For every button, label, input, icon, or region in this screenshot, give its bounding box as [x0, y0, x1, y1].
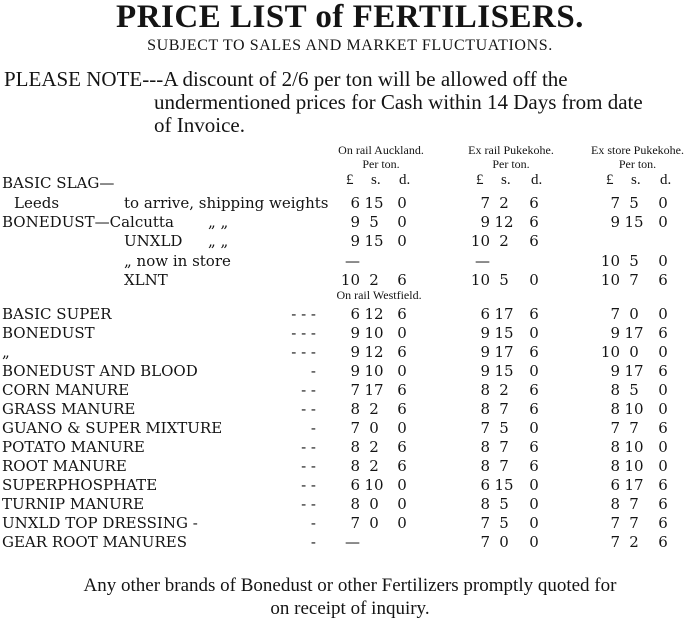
unit-pound-a: £ — [346, 172, 354, 188]
price-cell: 12 — [364, 343, 384, 361]
price-cell: 5 — [499, 495, 509, 513]
price-cell: 5 — [369, 213, 379, 231]
price-cell: 6 — [529, 381, 539, 399]
leader-dashes: - — [310, 533, 316, 551]
price-cell: 0 — [529, 271, 539, 289]
leader-dashes: - - - — [291, 343, 316, 361]
price-cell: 7 — [480, 533, 490, 551]
price-cell: 15 — [624, 213, 644, 231]
product-name: POTATO MANURE — [2, 438, 145, 456]
price-cell: — — [475, 252, 490, 270]
table-row — [0, 213, 700, 232]
price-cell: 9 — [480, 213, 490, 231]
price-cell: 9 — [480, 343, 490, 361]
price-cell: 8 — [610, 438, 620, 456]
price-cell: 0 — [658, 305, 668, 323]
price-cell: 10 — [624, 438, 644, 456]
leader-dashes: - - — [301, 495, 316, 513]
price-cell: 8 — [480, 400, 490, 418]
price-cell: 0 — [397, 324, 407, 342]
leader-dashes: - - - — [291, 324, 316, 342]
price-cell: 9 — [350, 213, 360, 231]
price-cell: 9 — [480, 324, 490, 342]
note-line-1: PLEASE NOTE---A discount of 2/6 per ton will be allowed off the — [4, 67, 568, 91]
note-line-2: undermentioned prices for Cash within 14 Days from date — [154, 90, 643, 114]
leader-dashes: - - — [301, 457, 316, 475]
price-cell: 8 — [610, 400, 620, 418]
price-cell: 0 — [529, 476, 539, 494]
price-cell: 0 — [397, 514, 407, 532]
price-cell: 8 — [350, 495, 360, 513]
header-pukekohe-rail-l2: Per ton. — [492, 157, 530, 171]
product-name: GEAR ROOT MANURES — [2, 533, 187, 551]
unit-shilling-b: s. — [501, 172, 511, 188]
price-cell: 0 — [658, 213, 668, 231]
price-cell: 6 — [480, 476, 490, 494]
unit-pound-b: £ — [476, 172, 484, 188]
price-cell: 0 — [529, 514, 539, 532]
price-cell: 5 — [499, 271, 509, 289]
product-name: BASIC SUPER — [2, 305, 112, 323]
price-cell: 7 — [480, 419, 490, 437]
price-cell: 12 — [494, 213, 514, 231]
price-cell: 10 — [624, 457, 644, 475]
table-row — [0, 252, 700, 271]
price-cell: 0 — [397, 495, 407, 513]
price-cell: 6 — [658, 324, 668, 342]
table-row — [0, 343, 700, 362]
price-cell: 6 — [658, 362, 668, 380]
price-cell: 7 — [610, 533, 620, 551]
header-pukekohe-store — [575, 143, 700, 171]
price-cell: 9 — [350, 343, 360, 361]
price-cell: 0 — [658, 400, 668, 418]
table-row — [0, 419, 700, 438]
product-name: Leeds — [14, 194, 60, 212]
price-cell: 0 — [397, 232, 407, 250]
header-westfield: On rail Westfield. — [336, 288, 422, 302]
price-cell: 7 — [629, 419, 639, 437]
price-cell: 6 — [529, 400, 539, 418]
table-row — [0, 457, 700, 476]
price-cell: 6 — [397, 271, 407, 289]
product-name: BONEDUST — [2, 324, 95, 342]
table-row — [0, 194, 700, 213]
price-cell: 5 — [629, 252, 639, 270]
leader-dashes: - — [310, 362, 316, 380]
table-row — [0, 400, 700, 419]
price-cell: 7 — [499, 457, 509, 475]
price-cell: 6 — [397, 457, 407, 475]
price-cell: 15 — [364, 194, 384, 212]
price-cell: 15 — [364, 232, 384, 250]
price-cell: 6 — [610, 476, 620, 494]
page-title: PRICE LIST of FERTILISERS. — [116, 0, 584, 35]
price-cell: 0 — [369, 514, 379, 532]
footer — [0, 574, 700, 620]
product-name: GUANO & SUPER MIXTURE — [2, 419, 223, 437]
product-name: UNXLD — [124, 232, 183, 250]
price-cell: 6 — [397, 305, 407, 323]
price-cell: 7 — [350, 419, 360, 437]
product-name: SUPERPHOSPHATE — [2, 476, 158, 494]
table-row — [0, 271, 700, 290]
price-cell: 7 — [610, 514, 620, 532]
price-cell: 0 — [529, 362, 539, 380]
price-cell: 6 — [350, 194, 360, 212]
price-cell: 0 — [397, 213, 407, 231]
price-cell: 7 — [480, 514, 490, 532]
unit-pound-c: £ — [606, 172, 614, 188]
price-cell: 8 — [480, 495, 490, 513]
product-name: BONEDUST—Calcutta — [2, 213, 174, 231]
product-name: BONEDUST AND BLOOD — [2, 362, 198, 380]
table-row — [0, 174, 700, 193]
price-cell: 0 — [369, 495, 379, 513]
price-cell: 12 — [364, 305, 384, 323]
table-row — [0, 533, 700, 552]
price-cell: 6 — [480, 305, 490, 323]
leader-dashes: - - — [301, 381, 316, 399]
table-row — [0, 324, 700, 343]
price-cell: 9 — [350, 232, 360, 250]
leader-dashes: - - - — [291, 305, 316, 323]
price-cell: 0 — [499, 533, 509, 551]
header-auckland — [318, 143, 444, 171]
price-cell: 0 — [397, 194, 407, 212]
product-name: TURNIP MANURE — [2, 495, 145, 513]
price-cell: 6 — [529, 457, 539, 475]
header-pukekohe-store-l1: Ex store Pukekohe. — [591, 143, 684, 157]
price-cell: 0 — [658, 438, 668, 456]
price-cell: 2 — [499, 381, 509, 399]
table-row — [0, 362, 700, 381]
product-name: CORN MANURE — [2, 381, 130, 399]
price-cell: 9 — [610, 213, 620, 231]
price-cell: 6 — [529, 194, 539, 212]
price-cell: 7 — [610, 305, 620, 323]
price-cell: 8 — [480, 438, 490, 456]
table-row — [0, 305, 700, 324]
leader-dashes: - - — [301, 476, 316, 494]
price-cell: 0 — [397, 362, 407, 380]
price-cell: 6 — [397, 400, 407, 418]
header-pukekohe-rail-l1: Ex rail Pukekohe. — [468, 143, 554, 157]
price-cell: 8 — [610, 457, 620, 475]
price-cell: 8 — [350, 457, 360, 475]
price-cell: 17 — [624, 324, 644, 342]
price-cell: 10 — [364, 476, 384, 494]
price-cell: 0 — [397, 476, 407, 494]
price-cell: 9 — [610, 324, 620, 342]
price-cell: 0 — [658, 343, 668, 361]
table-row — [0, 381, 700, 400]
product-subtext: „ „ — [208, 213, 229, 231]
price-cell: 2 — [499, 194, 509, 212]
price-cell: 8 — [480, 381, 490, 399]
price-cell: 17 — [494, 305, 514, 323]
price-cell: 5 — [499, 419, 509, 437]
discount-note — [4, 68, 694, 137]
footer-line-2: on receipt of inquiry. — [270, 598, 430, 619]
price-cell: 10 — [600, 252, 620, 270]
price-cell: 9 — [350, 362, 360, 380]
price-cell: 0 — [629, 343, 639, 361]
price-cell: 6 — [397, 438, 407, 456]
price-cell: 0 — [658, 194, 668, 212]
price-cell: 6 — [658, 271, 668, 289]
price-cell: 2 — [369, 271, 379, 289]
price-cell: 2 — [629, 533, 639, 551]
price-cell: 6 — [658, 495, 668, 513]
price-cell: 10 — [340, 271, 360, 289]
price-cell: 8 — [610, 381, 620, 399]
price-cell: 5 — [629, 381, 639, 399]
price-cell: 6 — [658, 476, 668, 494]
price-cell: 6 — [529, 232, 539, 250]
unit-pence-c: d. — [660, 172, 672, 188]
table-row — [0, 495, 700, 514]
price-cell: 0 — [529, 324, 539, 342]
price-cell: 7 — [499, 438, 509, 456]
unit-pence-b: d. — [531, 172, 543, 188]
unit-pence-a: d. — [399, 172, 411, 188]
price-cell: 15 — [494, 476, 514, 494]
price-cell: 7 — [350, 514, 360, 532]
price-cell: 7 — [629, 271, 639, 289]
price-cell: 0 — [658, 381, 668, 399]
price-cell: 6 — [529, 438, 539, 456]
price-cell: 7 — [350, 381, 360, 399]
price-cell: 6 — [529, 305, 539, 323]
product-name: BASIC SLAG— — [2, 174, 115, 192]
price-cell: 6 — [658, 419, 668, 437]
leader-dashes: - - — [301, 400, 316, 418]
price-cell: 10 — [470, 232, 490, 250]
price-cell: 0 — [529, 533, 539, 551]
price-cell: 0 — [658, 252, 668, 270]
price-cell: 17 — [624, 476, 644, 494]
price-cell: 7 — [629, 514, 639, 532]
table-row — [0, 476, 700, 495]
leader-dashes: - — [310, 514, 316, 532]
price-cell: 6 — [658, 533, 668, 551]
price-cell: 2 — [369, 438, 379, 456]
header-auckland-l2: Per ton. — [362, 157, 400, 171]
subtitle: SUBJECT TO SALES AND MARKET FLUCTUATIONS. — [147, 37, 553, 54]
price-cell: 7 — [629, 495, 639, 513]
price-cell: 10 — [624, 400, 644, 418]
note-line-3: of Invoice. — [154, 113, 245, 137]
header-auckland-l1: On rail Auckland. — [338, 143, 424, 157]
product-name: GRASS MANURE — [2, 400, 136, 418]
footer-line-1: Any other brands of Bonedust or other Fertilizers promptly quoted for — [83, 575, 617, 596]
product-subtext: „ „ — [208, 232, 229, 250]
price-cell: 7 — [610, 419, 620, 437]
price-cell: 15 — [494, 324, 514, 342]
header-pukekohe-store-l2: Per ton. — [618, 157, 657, 171]
price-cell: 10 — [470, 271, 490, 289]
product-name: „ — [2, 343, 10, 361]
price-cell: 2 — [369, 457, 379, 475]
table-row — [0, 514, 700, 533]
price-cell: 0 — [629, 305, 639, 323]
table-row — [0, 438, 700, 457]
price-cell: 7 — [610, 194, 620, 212]
product-subtext: to arrive, shipping weights — [124, 194, 329, 212]
price-cell: 0 — [529, 419, 539, 437]
price-cell: 8 — [350, 400, 360, 418]
price-cell: 5 — [499, 514, 509, 532]
price-cell: 9 — [610, 362, 620, 380]
header-pukekohe-rail — [448, 143, 574, 171]
price-cell: 17 — [624, 362, 644, 380]
price-cell: 17 — [364, 381, 384, 399]
leader-dashes: - — [310, 419, 316, 437]
price-cell: 5 — [629, 194, 639, 212]
price-cell: 6 — [397, 343, 407, 361]
leader-dashes: - - — [301, 438, 316, 456]
price-cell: 10 — [600, 343, 620, 361]
table-row — [0, 232, 700, 251]
price-cell: 10 — [364, 324, 384, 342]
price-cell: 6 — [658, 514, 668, 532]
unit-shilling-c: s. — [631, 172, 641, 188]
price-cell: 0 — [658, 457, 668, 475]
price-cell: 6 — [529, 213, 539, 231]
price-cell: 8 — [480, 457, 490, 475]
price-cell: 6 — [350, 476, 360, 494]
product-name: UNXLD TOP DRESSING - — [2, 514, 198, 532]
price-cell: 6 — [397, 381, 407, 399]
price-cell: 17 — [494, 343, 514, 361]
price-cell: 10 — [600, 271, 620, 289]
unit-shilling-a: s. — [371, 172, 381, 188]
price-cell: 15 — [494, 362, 514, 380]
price-cell: 7 — [499, 400, 509, 418]
product-name: XLNT — [124, 271, 168, 289]
price-cell: — — [345, 252, 360, 270]
price-cell: 0 — [369, 419, 379, 437]
price-cell: 8 — [610, 495, 620, 513]
price-cell: 0 — [529, 495, 539, 513]
product-name: „ now in store — [124, 252, 231, 270]
price-cell: 9 — [350, 324, 360, 342]
price-cell: 0 — [397, 419, 407, 437]
price-cell: 9 — [480, 362, 490, 380]
price-cell: — — [345, 533, 360, 551]
price-cell: 8 — [350, 438, 360, 456]
price-cell: 2 — [369, 400, 379, 418]
price-cell: 10 — [364, 362, 384, 380]
price-cell: 6 — [350, 305, 360, 323]
price-cell: 2 — [499, 232, 509, 250]
price-cell: 7 — [480, 194, 490, 212]
product-name: ROOT MANURE — [2, 457, 127, 475]
price-cell: 6 — [529, 343, 539, 361]
